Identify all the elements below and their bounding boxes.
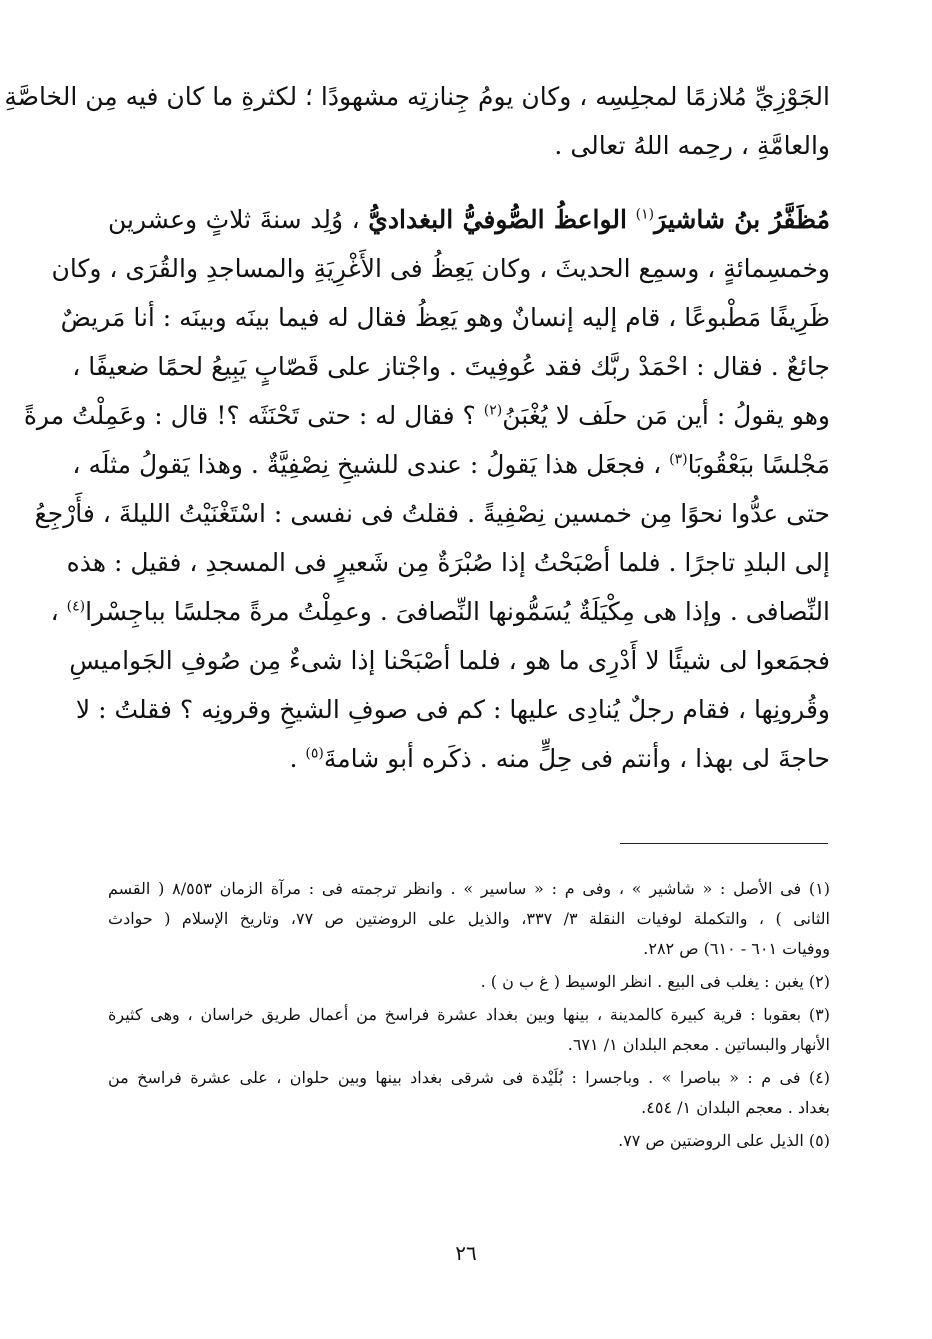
text-line: فجمَعوا لى شيئًا لا أَدْرِى ما هو ، فلما أصْبَحْنا إذا شىءٌ مِن صُوفِ الجَواميسِ <box>69 646 830 675</box>
footnote-line: الثانى ) ، والتكملة لوفيات النقلة ٣/ ٣٣٧، والذيل على الروضتين ص ٧٧، وتاريخ الإسلام ( حوادث <box>108 909 831 928</box>
text-fragment: . <box>289 744 298 773</box>
text-fragment: ، <box>50 597 59 626</box>
text-line: إلى البلدِ تاجرًا . فلما أصْبَحْتُ إذا صُبْرَةٌ مِن شَعيرٍ فى المسجدِ ، فقيل : هذه <box>66 548 830 577</box>
text-line: وقُرونِها ، فقام رجلٌ يُنادِى عليها : كم فى صوفِ الشيخِ وقرونِه ؟ فقلتُ : لا <box>75 695 830 724</box>
text-line: ظَرِيفًا مَطْبوعًا ، قام إليه إنسانٌ وهو يَعِظُ فقال له فيما بينَه وبينَه : أنا مَريضٌ <box>60 303 830 332</box>
text-line <box>108 734 830 783</box>
footnote-ref: (١) <box>635 206 655 223</box>
entry-text: ، وُلِد سنةَ ثلاثٍ وعشرين <box>108 205 360 234</box>
footnotes <box>108 874 830 1156</box>
footnote-line: الأنهار والبساتين . معجم البلدان ١/ ٦٧١. <box>567 1035 830 1054</box>
text-line: الجَوْزِيِّ مُلازمًا لمجلِسِه ، وكان يومُ جِنازتِه مشهودًا ؛ لكثرةِ ما كان فيه مِن الخاصَّةِ <box>4 82 830 111</box>
footnote-separator <box>620 843 828 844</box>
footnote-line: (٥) الذيل على الروضتين ص ٧٧. <box>618 1131 830 1150</box>
footnote-line: (٤) فى م : « بباصرا » . وباجسرا : بُلَيْدة فى شرقى بغداد بينها وبين حلوان ، على عشرة فراسخ من <box>108 1068 830 1087</box>
footnote-line: (٢) يغبن : يغلب فى البيع . انظر الوسيط ( غ ب ن ) . <box>480 972 830 991</box>
text-line: وخمسِمائةٍ ، وسمِع الحديثَ ، وكان يَعِظُ فى الأَغْرِيَةِ والمساجدِ والقُرَى ، وكان <box>51 254 830 283</box>
page-number: ٢٦ <box>455 1241 477 1265</box>
main-text <box>4 72 830 783</box>
footnote-ref: (٢) <box>483 402 503 419</box>
text-line <box>50 587 830 636</box>
footnote-ref: (٣) <box>669 451 688 468</box>
entry-heading-line <box>108 195 830 244</box>
footnote-ref: (٤) <box>66 598 86 615</box>
footnote-line: ووفيات ٦٠١ - ٦١٠) ص ٢٨٢. <box>643 939 830 958</box>
footnote-line: بغداد . معجم البلدان ١/ ٤٥٤. <box>641 1098 830 1117</box>
text-line: حتى عدُّوا نحوًا مِن خمسين نِصْفِيةً . فقلتُ فى نفسى : اسْتَغْنَيْتُ الليلةَ ، فأَرْجِعُ <box>34 499 830 528</box>
entry-title: الواعظُ الصُّوفيُّ البغداديُّ <box>368 205 627 234</box>
footnote-line: (١) فى الأصل : « شاشير » ، وفى م : « ساسير » . وانظر ترجمته فى : مرآة الزمان ٨/٥٥٣ ( القسم <box>108 879 831 898</box>
text-line <box>23 391 830 440</box>
footnote-line: (٣) بعقوبا : قرية كبيرة كالمدينة ، بينها وبين بغداد عشرة فراسخ من أعمال طريق خراسان ، وهى كثيرة <box>108 1005 830 1024</box>
text-fragment: النِّصافى . وإذا هى مِكْيَلَةٌ يُسَمُّونها النِّصافىَ . وعمِلْتُ مرةً مجلسًا بباجِسْرا <box>85 597 830 626</box>
text-fragment: مَجْلسًا ببَعْقُوبَا <box>687 450 830 479</box>
footnote-ref: (٥) <box>305 745 324 762</box>
text-line: والعامَّةِ ، رحِمه اللهُ تعالى . <box>554 131 830 160</box>
entry-name: مُظَفَّرُ بنُ شاشيرَ <box>654 205 830 234</box>
text-fragment: حاجةَ لى بهذا ، وأنتم فى حِلٍّ منه . ذكَره أبو شامةَ <box>323 744 830 773</box>
text-fragment: ، فجعَل هذا يَقولُ : عندى للشيخِ نِصْفِيَّةٌ . وهذا يَقولُ مثلَه ، <box>72 450 662 479</box>
text-fragment: ؟ فقال له : حتى تَحْنَثَه ؟! قال : وعَمِلْتُ مرةً <box>23 401 476 430</box>
text-line <box>72 440 830 489</box>
text-fragment: وهو يقولُ : أين مَن حلَف لا يُغْبَنُ <box>502 401 830 430</box>
text-line: جائعٌ . فقال : احْمَدْ ربَّك فقد عُوفِيتَ . واجْتاز على قَصّابٍ يَبِيعُ لحمًا ضعيفًا ، <box>72 352 830 381</box>
